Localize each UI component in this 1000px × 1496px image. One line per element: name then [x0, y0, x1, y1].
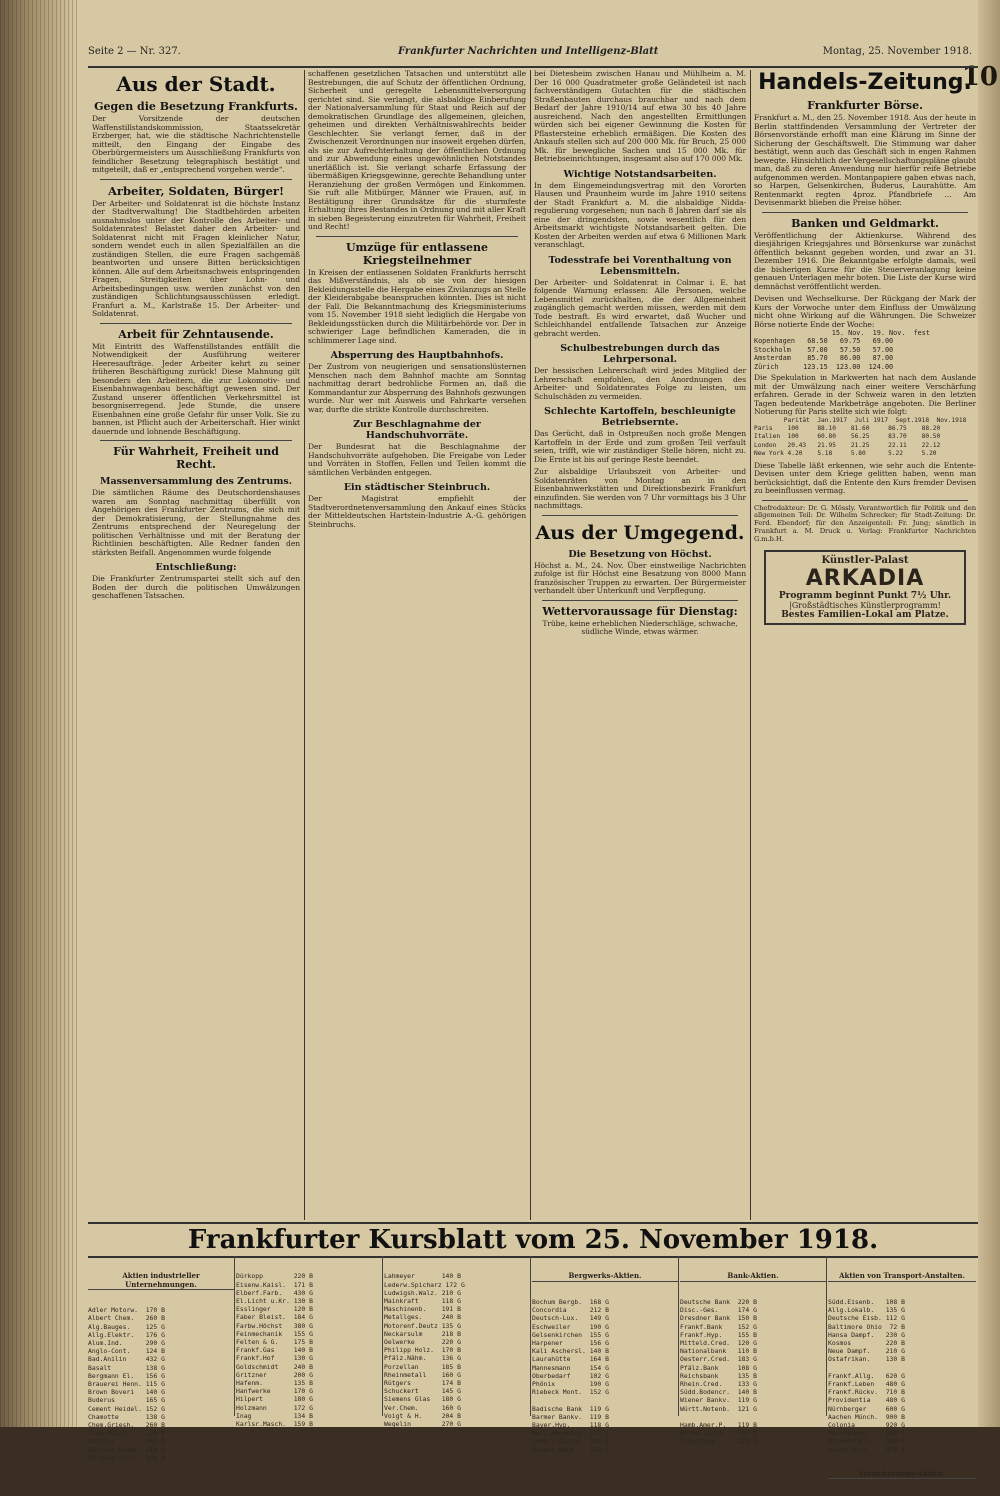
- article-text: Der hessischen Lehrerschaft wird jedes Mitglied der Lehrerschaft empfohlen, den Anordnungen des Arbeiter- und Soldatenrates Folge zu leisten, um Schulschäden zu vermeiden.: [534, 366, 746, 401]
- article-text: Höchst a. M., 24. Nov. Über einstweilige Nachrichten zufolge ist für Höchst eine Besatzung von 8000 Mann französischer Truppen zu erwarten. Der Bürgermeister verhandelt über Unterkunft und Verpflegung.: [534, 560, 746, 595]
- article-text: Der Bundesrat hat die Beschlagnahme der Handschuhvorräte aufgehoben. Die Freigabe von Leder und Vorräten in Stoffen, Fellen und Teilen kommt die sämtlichen Verbänden entgegen.: [308, 442, 526, 477]
- issue-date: Montag, 25. November 1918.: [822, 46, 972, 57]
- rates-table: Kopenhagen 68.50 69.75 69.00 Stockholm 57.00 57.50 57.00 Amsterdam 85.70 86.00 87.00 Zürich 123.15 123.00 124.00: [754, 337, 894, 371]
- ad-line: Bestes Familien-Lokal am Platze.: [781, 609, 949, 620]
- divider: [316, 236, 518, 237]
- rates-table-header: 15. Nov. 19. Nov. fest: [754, 329, 930, 337]
- article-headline: Für Wahrheit, Freiheit und Recht.: [113, 445, 279, 471]
- article-subheadline: Zur Beschlagnahme der Handschuhvorräte.: [353, 419, 481, 441]
- article-text: Die sämtlichen Räume des Deutschordenshauses waren am Sonntag nachmittag überfüllt von Angehörigen des Frankfurter Zentrums, die sich mit der Demokratisierung, der Stellungnahme des Zentrums entsprechend der Neuregelung der politischen Verhältnisse und mit der Beratung der Richtlinien beschäftigten. Alle Redner fanden den stärksten Beifall. Angenommen wurde folgende: [92, 488, 300, 557]
- divider: [100, 323, 292, 324]
- stock-section-header: Versicherungs-Aktien.: [828, 1470, 976, 1479]
- article-text: Der Zustrom von neugierigen und sensationslüsternen Menschen nach dem Bahnhof machte am Sonntag nachmittag derart bedrohliche Formen an, daß die Kommandantur zur Absperrung des Bahnhofs gezwungen wurde. Nur wer mit Ausweis und Fahrkarte versehen war, durfte die strikte Kontrolle durchschreiten.: [308, 362, 526, 414]
- stock-column: [384, 1256, 531, 1429]
- article-text: Diese Tabelle läßt erkennen, wie sehr auch die Entente-Devisen unter dem Kriege gelitten haben, wenn man berücksichtigt, daß die Entente den Kurs fremder Devisen zu beeinflussen vermag.: [754, 460, 976, 496]
- ad-title: ARKADIA: [805, 565, 925, 591]
- article-text: Mit Eintritt des Waffenstillstandes entfällt die Notwendigkeit der Ausführung weiterer Heeresaufträge. Jeder Arbeiter kehrt zu seiner früheren Beschäftigung zurück! Diese Mahnung gilt besonders den Arbeitern, die zur Lokomotiv- und Eisenbahnwagenbau beschäftigt gewesen sind. Der Zustand unserer öffentlichen Verkehrsmittel ist besorgniserregend. Jede Stunde, die unsere Eisenbahnen eine große Gefahr für unser Volk. Sie zu bannen, ist Pflicht auch der Arbeiterschaft. Hier winkt dauernde und lohnende Beschäftigung.: [92, 341, 300, 436]
- ad-line: Programm beginnt Punkt 7½ Uhr.: [778, 590, 952, 601]
- article-headline: Arbeit für Zehntausende.: [118, 327, 274, 341]
- stock-column: [828, 1256, 976, 1479]
- stock-section-header: Aktien von Transport-Anstalten.: [828, 1272, 976, 1281]
- section-title: Aus der Umgegend.: [535, 521, 745, 544]
- article-text: Der Magistrat empfiehlt der Stadtverordnetenversammlung den Ankauf eines Stücks der Mitteldeutschen Hartstein-Industrie A.-G. gehörigen Steinbruchs.: [308, 494, 526, 529]
- column-rule: [530, 70, 531, 1220]
- stock-column: [236, 1256, 383, 1429]
- article-text: schaffenen gesetzlichen Tatsachen und unterstützt alle Bestrebungen, die auf Schutz der öffentlichen Ordnung, Sicherheit und geregelte Lebensmittelversorgung gerichtet sind. Sie verlangt, die alsbaldige Einberufung der Nationalversammlung für Staat und Reich auf der demokratischen Grundlage des allgemeinen, gleichen, geheimen und direkten Verhältniswahlrechts beider Geschlechter. Sie verlangt ferner, daß in der Zwischenzeit Verordnungen nur insoweit ergehen dürfen, als sie zur Aufrechterhaltung der öffentlichen Ordnung und zur Abwendung eines ungewöhnlichen Notstandes unerläßlich ist. Sie verlangt scharfe Erfassung der übermäßigen Kriegsgewinne, gerechte Behandlung unter Heranziehung der großen Vermögen und Einkommen. Sie ruft alle Mitbürger, Männer wie Frauen, auf, in Bestätigung ihrer Grundsätze für die sturmfeste Erhaltung ihres Bestandes in Ordnung und mit aller Kraft in sieben Begeisterung einzutreten für Wahrheit, Freiheit und Recht!: [308, 69, 526, 231]
- column-business: [754, 70, 976, 1218]
- article-text: Frankfurt a. M., den 25. November 1918. Aus der heute in Berlin stattfindenden Versammlung der Vertreter der Börsenvorstände erhofft man eine Klärung im Sinne der Sicherung der Geschäftswelt. Die Stimmung war daher bestätigt, wenn auch das Geschäft sich in engen Rahmen bewegte. Hinsichtlich der Vergesellschaftungspläne glaubt man, daß zu deren Anwendung nur hierfür reife Betriebe aufgenommen werden. Montanpapiere gaben etwas nach, so Harpen, Gelsenkirchen, Buderus, Laurahütte. Am Rentenmarkt regten 4proz. Pfandbriefe ... Am Devisenmarkt blieben die Preise höher.: [754, 113, 976, 207]
- stock-list-title: Frankfurter Kursblatt vom 25. November 1918.: [88, 1222, 978, 1258]
- column-rule: [304, 70, 305, 1220]
- article-subheadline: Schulbestrebungen durch das Lehrpersonal.: [560, 343, 720, 365]
- weather-headline: Wettervoraussage für Dienstag:: [542, 604, 738, 618]
- article-subheadline: Ein städtischer Steinbruch.: [343, 482, 491, 493]
- page-number: Seite 2 — Nr. 327.: [88, 46, 181, 57]
- stock-column: [680, 1256, 827, 1446]
- stock-entries: Deutsche Bank 220 B Disc.-Ges. 174 G Dresdner Bank 150 B Frankf.Bank 152 G Frankf.Hyp. 155 B Mitteld.Cred. 120 G Nationalbank 110 B Oesterr.Cred. 183 G Pfälz.Bank 108 G Reichsbank 135 B Rhein.Cred. 133 G Südd.Bodencr. 140 B Wiener Bankv. 119 G Württ.Notenb. 121 G Hamb.Amer.P. 119 B Nordd.Lloyd 103 G Schantung 121 G: [680, 1298, 757, 1446]
- stock-entries: Südd.Eisenb. 108 B Allg.Lokalb. 135 G Deutsche Eisb. 112 G Baltimore Ohio 72 B Hansa Dampf. 230 G Kosmos 220 B Neue Dampf. 210 G Ostafrikan. 130 B Frankf.Allg. 620 G Frankf.Leben 480 G Frankf.Rückv. 710 B Providentia 480 G Nürnberger 600 G Aachen Münch. 900 B Colonia 920 G Mannheimer 510 G Niederrhein. 580 G Westd.Vers. 470 B: [828, 1298, 905, 1454]
- article-text: Die Spekulation in Markwerten hat nach dem Auslande mit der Umwälzung nach einer weitere Verschärfung erfahren. Gerade in der Schweiz waren in den letzten Tagen bedeutende Markbeträge angeboten. Die Berliner Notierung für Paris stellte sich wie folgt:: [754, 373, 976, 417]
- section-title: Handels-Zeitung.: [758, 70, 972, 95]
- article-text: Das Gerücht, daß in Ostpreußen noch große Mengen Kartoffeln in der Erde und zum großen Teil verfault seien, trifft, wie wir zuständiger Stelle hören, nicht zu. Die Ernte ist bis auf geringe Reste beendet.: [534, 429, 746, 464]
- stock-column: [532, 1256, 679, 1454]
- article-headline: Arbeiter, Soldaten, Bürger!: [107, 183, 284, 198]
- article-text: Devisen und Wechselkurse. Der Rückgang der Mark der Kurs der Vorwoche unter dem Einfluss der Umwälzung nicht ohne Wirkung auf die Währungen. Die Schweizer Börse notierte Ende der Woche:: [754, 294, 976, 329]
- rates-table: Parität Jan.1917 Juli 1917 Sept.1918 Nov.1918 Paris 100 88.10 81.60 86.75 88.20 Italien 100 60.80 56.25 83.70 80.50 London 20.43 21.95 21.25 22.11 22.12 New York 4.20 5.18 5.80 5.22 5.20: [754, 416, 967, 458]
- article-subheadline: Schlechte Kartoffeln, beschleunigte Betriebsernte.: [544, 406, 736, 428]
- article-subheadline: Die Besetzung von Höchst.: [568, 548, 712, 560]
- article-headline: Umzüge für entlassene Kriegsteilnehmer: [345, 240, 489, 267]
- article-text: Die Frankfurter Zentrumspartei stellt sich auf den Boden der durch die politischen Umwälzungen geschaffenen Tatsachen.: [92, 574, 300, 600]
- adjacent-page-strip: 10: [978, 0, 1000, 1427]
- article-headline: Frankfurter Börse.: [807, 99, 923, 112]
- article-subheadline: Wichtige Notstandsarbeiten.: [563, 168, 717, 180]
- article-text: Veröffentlichung der Aktienkurse. Während des diesjährigen Kriegsjahres und Börsenkurse war zunächst öffentlich bekannt gegeben worden, und zwar an 31. Dezember 1916. Die Bekanntgabe erfolgte damals, weil die bisherigen Kurse für die Steuerveranlagung keine genauen Unterlagen mehr boten. Die Liste der Kurse wird demnächst veröffentlicht werden.: [754, 230, 976, 291]
- column-rule: [750, 70, 751, 1220]
- column-news-3: [534, 70, 746, 1218]
- divider: [542, 515, 738, 516]
- divider: [100, 179, 292, 180]
- stock-column: [88, 1256, 235, 1462]
- stock-section-header: Bergwerks-Aktien.: [532, 1272, 678, 1281]
- stock-section-header: Aktien industrieller Unternehmungen.: [88, 1272, 234, 1289]
- article-text: Der Vorsitzende der deutschen Waffenstillstandskommission, Staatssekretär Erzberger, hat, wie die städtische Nachrichtenstelle mitteilt, den Eingang der Eingabe des Oberbürgermeisters um Ausschließung Frankfurts von feindlicher Besetzung telegraphisch bestätigt und mitgeteilt, daß er „entsprechend vorgehen werde“.: [92, 114, 300, 174]
- spine-texture: [0, 0, 78, 1427]
- stock-entries: Lahmeyer 140 B Lederw.Spicharz 172 G Ludwigsh.Walz. 210 G Mainkraft 118 G Maschinenb. 191 B Metallges. 240 B Motorenf.Deutz 135 G Neckarsulm 218 B Oelwerke 220 G Philipp Holz. 170 B Pfälz.Nähm. 136 G Porzellan 185 B Rheinmetall 160 G Rütgers 174 B Schuckert 145 G Siemens Glas 180 G Ver.Chem. 160 G Voigt & H. 204 B Wegelin 270 G: [384, 1272, 465, 1429]
- divider: [762, 212, 968, 213]
- weather-forecast: Trübe, keine erheblichen Niederschläge, schwache, südliche Winde, etwas wärmer.: [542, 618, 738, 636]
- article-text: In dem Eingemeindungsvertrag mit den Vororten Hausen und Praunheim wurde im Jahre 1910 seitens der Stadt Frankfurt a. M. die alsbaldige Nidda-regulierung vorgesehen; nun nach 8 Jahren darf sie als eine der dringendsten, sowie wesentlich für den Arbeitsmarkt wichtigste Notstandsarbeit gelten. Die Kosten der Arbeiten werden auf etwa 6 Millionen Mark veranschlagt.: [534, 180, 746, 249]
- divider: [542, 600, 738, 601]
- imprint: Chefredakteur: Dr. G. Mössly. Verantwortlich für Politik und den allgemeinen Teil: Dr. Wilhelm Schrecker; für Stadt-Zeitung: Dr. Ferd. Ebendorf; für den Anzeigenteil: Fr. Jung; sämtlich in Frankfurt a. M. Druck u. Verlag: Frankfurter Nachrichten G.m.b.H.: [754, 503, 976, 543]
- section-title: Aus der Stadt.: [116, 72, 276, 96]
- article-text: Zur alsbaldige Urlaubszeit von Arbeiter- und Soldatenräten von Montag an in den Eisenbahnwerkstätten und Direktionsbezirk Frankfurt einzufinden. Sie werden von 7 Uhr vormittags bis 3 Uhr nachmittags.: [534, 467, 746, 510]
- column-local-news: [92, 70, 300, 1218]
- article-headline: Gegen die Besetzung Frankfurts.: [94, 100, 298, 113]
- article-text: Der Arbeiter- und Soldatenrat ist die höchste Instanz der Stadtverwaltung! Die Stadtbehörden arbeiten ausnahmslos unter der Kontrolle des Arbeiter- und Soldatenrates! Belastet daher den Arbeiter- und Soldatenrat nicht mit Fragen kleinlicher Natur, sondern wendet euch in allen Spezialfällen an die zuständigen Stellen, die eure Fragen sachgemäß beantworten und unsere Bitten berücksichtigen können. Alle auf dem Arbeitsnachweis entspringenden Fragen, Streitigkeiten über Lohn- und Arbeitsbedingungen usw. werden zunächst von den zuständigen Schlichtungsausschüssen erledigt. Franfurt a. M., Karlstraße 15. Der Arbeiter- und Soldatenrat.: [92, 198, 300, 318]
- article-headline: Banken und Geldmarkt.: [791, 216, 939, 230]
- divider: [100, 440, 292, 441]
- divider: [762, 500, 968, 501]
- advertisement-arkadia: [764, 550, 966, 625]
- article-subheadline: Entschließung:: [155, 562, 237, 573]
- article-text: bei Dietesheim zwischen Hanau und Mühlheim a. M. Der 16 000 Quadratmeter große Geländeteil ist nach fachverständigem Gutachten für die städtischen Straßenbauten durchaus brauchbar und nach dem Bedarf der Jahre 1910/14 auf etwa 30 bis 40 Jahre ausreichend. Nach den angestellten Ermittlungen würden sich bei eigener Gewinnung die Kosten für Pflastersteine erheblich ermäßigen. Die Kosten des Ankaufs stellen sich auf 200 000 Mk. für Bruch, 25 000 Mk. für bewegliche Sachen und 15 000 Mk. für Betriebseinrichtungen, insgesamt also auf 170 000 Mk.: [534, 69, 746, 163]
- article-subheadline: Absperrung des Hauptbahnhofs.: [330, 350, 504, 361]
- stock-entries: Dürkopp 220 B Eisenw.Kaisl. 171 B Elberf.Farb. 430 G El.Licht u.Kr. 130 B Esslinger 120 B Faber Bleist. 184 G Farbw.Höchst 380 G Feinmechanik 155 G Felten & G. 175 B Frankf.Gas 140 B Frankf.Hof 130 G Goldschmidt 240 B Gritzner 200 G Hafenm. 135 B Hanfwerke 170 G Hilpert 180 G Holzmann 172 G Inag 134 B Karlsr.Masch. 159 B: [236, 1272, 313, 1429]
- stock-section-header: Bank-Aktien.: [680, 1272, 826, 1281]
- newspaper-name: Frankfurter Nachrichten und Intelligenz-Blatt: [398, 46, 659, 57]
- page-header: [88, 44, 978, 68]
- ad-venue: Künstler-Palast: [821, 554, 909, 566]
- stock-list: [88, 1256, 978, 1479]
- stock-entries: Adler Motorw. 170 B Albert Chem. 260 B Alg.Bauges. 125 G Allg.Elektr. 176 G Alum.Ind. 290 G Anglo-Cont. 124 B Bad.Anilin 432 G Basalt 138 G Bergmann El. 156 G Brauerei Henn. 115 G Brown Boveri 140 G Buderus 165 G Cement Heidel. 152 G Chamotte 138 G Chem.Griesh. 260 B Chem.Milch 120 B Daimler 242 B Deutsch.Erdöl 210 G Dt.Gold-Silb. 320 B: [88, 1306, 165, 1462]
- article-text: Der Arbeiter- und Soldatenrat in Colmar i. E. hat folgende Warnung erlassen: Alle Personen, welche Lebensmittel zurückhalten, die der Allgemeinheit zugänglich gemacht werden müssen, werden mit dem Tode bestraft. Es wird erwartet, daß Wucher und Schleichhandel entfallende Tatsachen zur Anzeige gebracht werden.: [534, 277, 746, 338]
- article-text: In Kreisen der entlassenen Soldaten Frankfurts herrscht das Mißverständnis, als ob sie von der hiesigen Bekleidungsstelle die Hergabe eines Zivilanzugs an Stelle der Kleiderabgabe beanspruchen könnten. Dies ist nicht der Fall. Die Bekanntmachung des Kriegsministeriums vom 15. November 1918 sieht lediglich die Hergabe von Bekleidungsstücken durch die Militärbehörde vor. Der in schwieriger Lage befindlichen Kameraden, die in schlimmerer Lage sind.: [308, 267, 526, 345]
- ad-line: |Großstädtisches Künstlerprogramm!: [789, 600, 941, 610]
- stock-entries: Bochum Bergb. 168 G Concordia 212 B Deutsch-Lux. 149 G Eschweiler 190 G Gelsenkirchen 155 G Harpener 156 G Kali Aschersl. 140 B Laurahütte 164 B Mannesmann 154 G Oberbedarf 102 G Phönix 190 G Riebeck Mont. 152 G Badische Bank 119 G Barmer Bankv. 119 B Bayer.Hyp. 118 G Berl.Handelsg. 137 G Comm.u.Discb. 135 B Darmst.Bank 118 G: [532, 1298, 609, 1454]
- column-news-2: [308, 70, 526, 1218]
- article-subheadline: Massenversammlung des Zentrums.: [99, 476, 293, 487]
- article-subheadline: Todesstrafe bei Vorenthaltung von Lebensmitteln.: [548, 254, 732, 277]
